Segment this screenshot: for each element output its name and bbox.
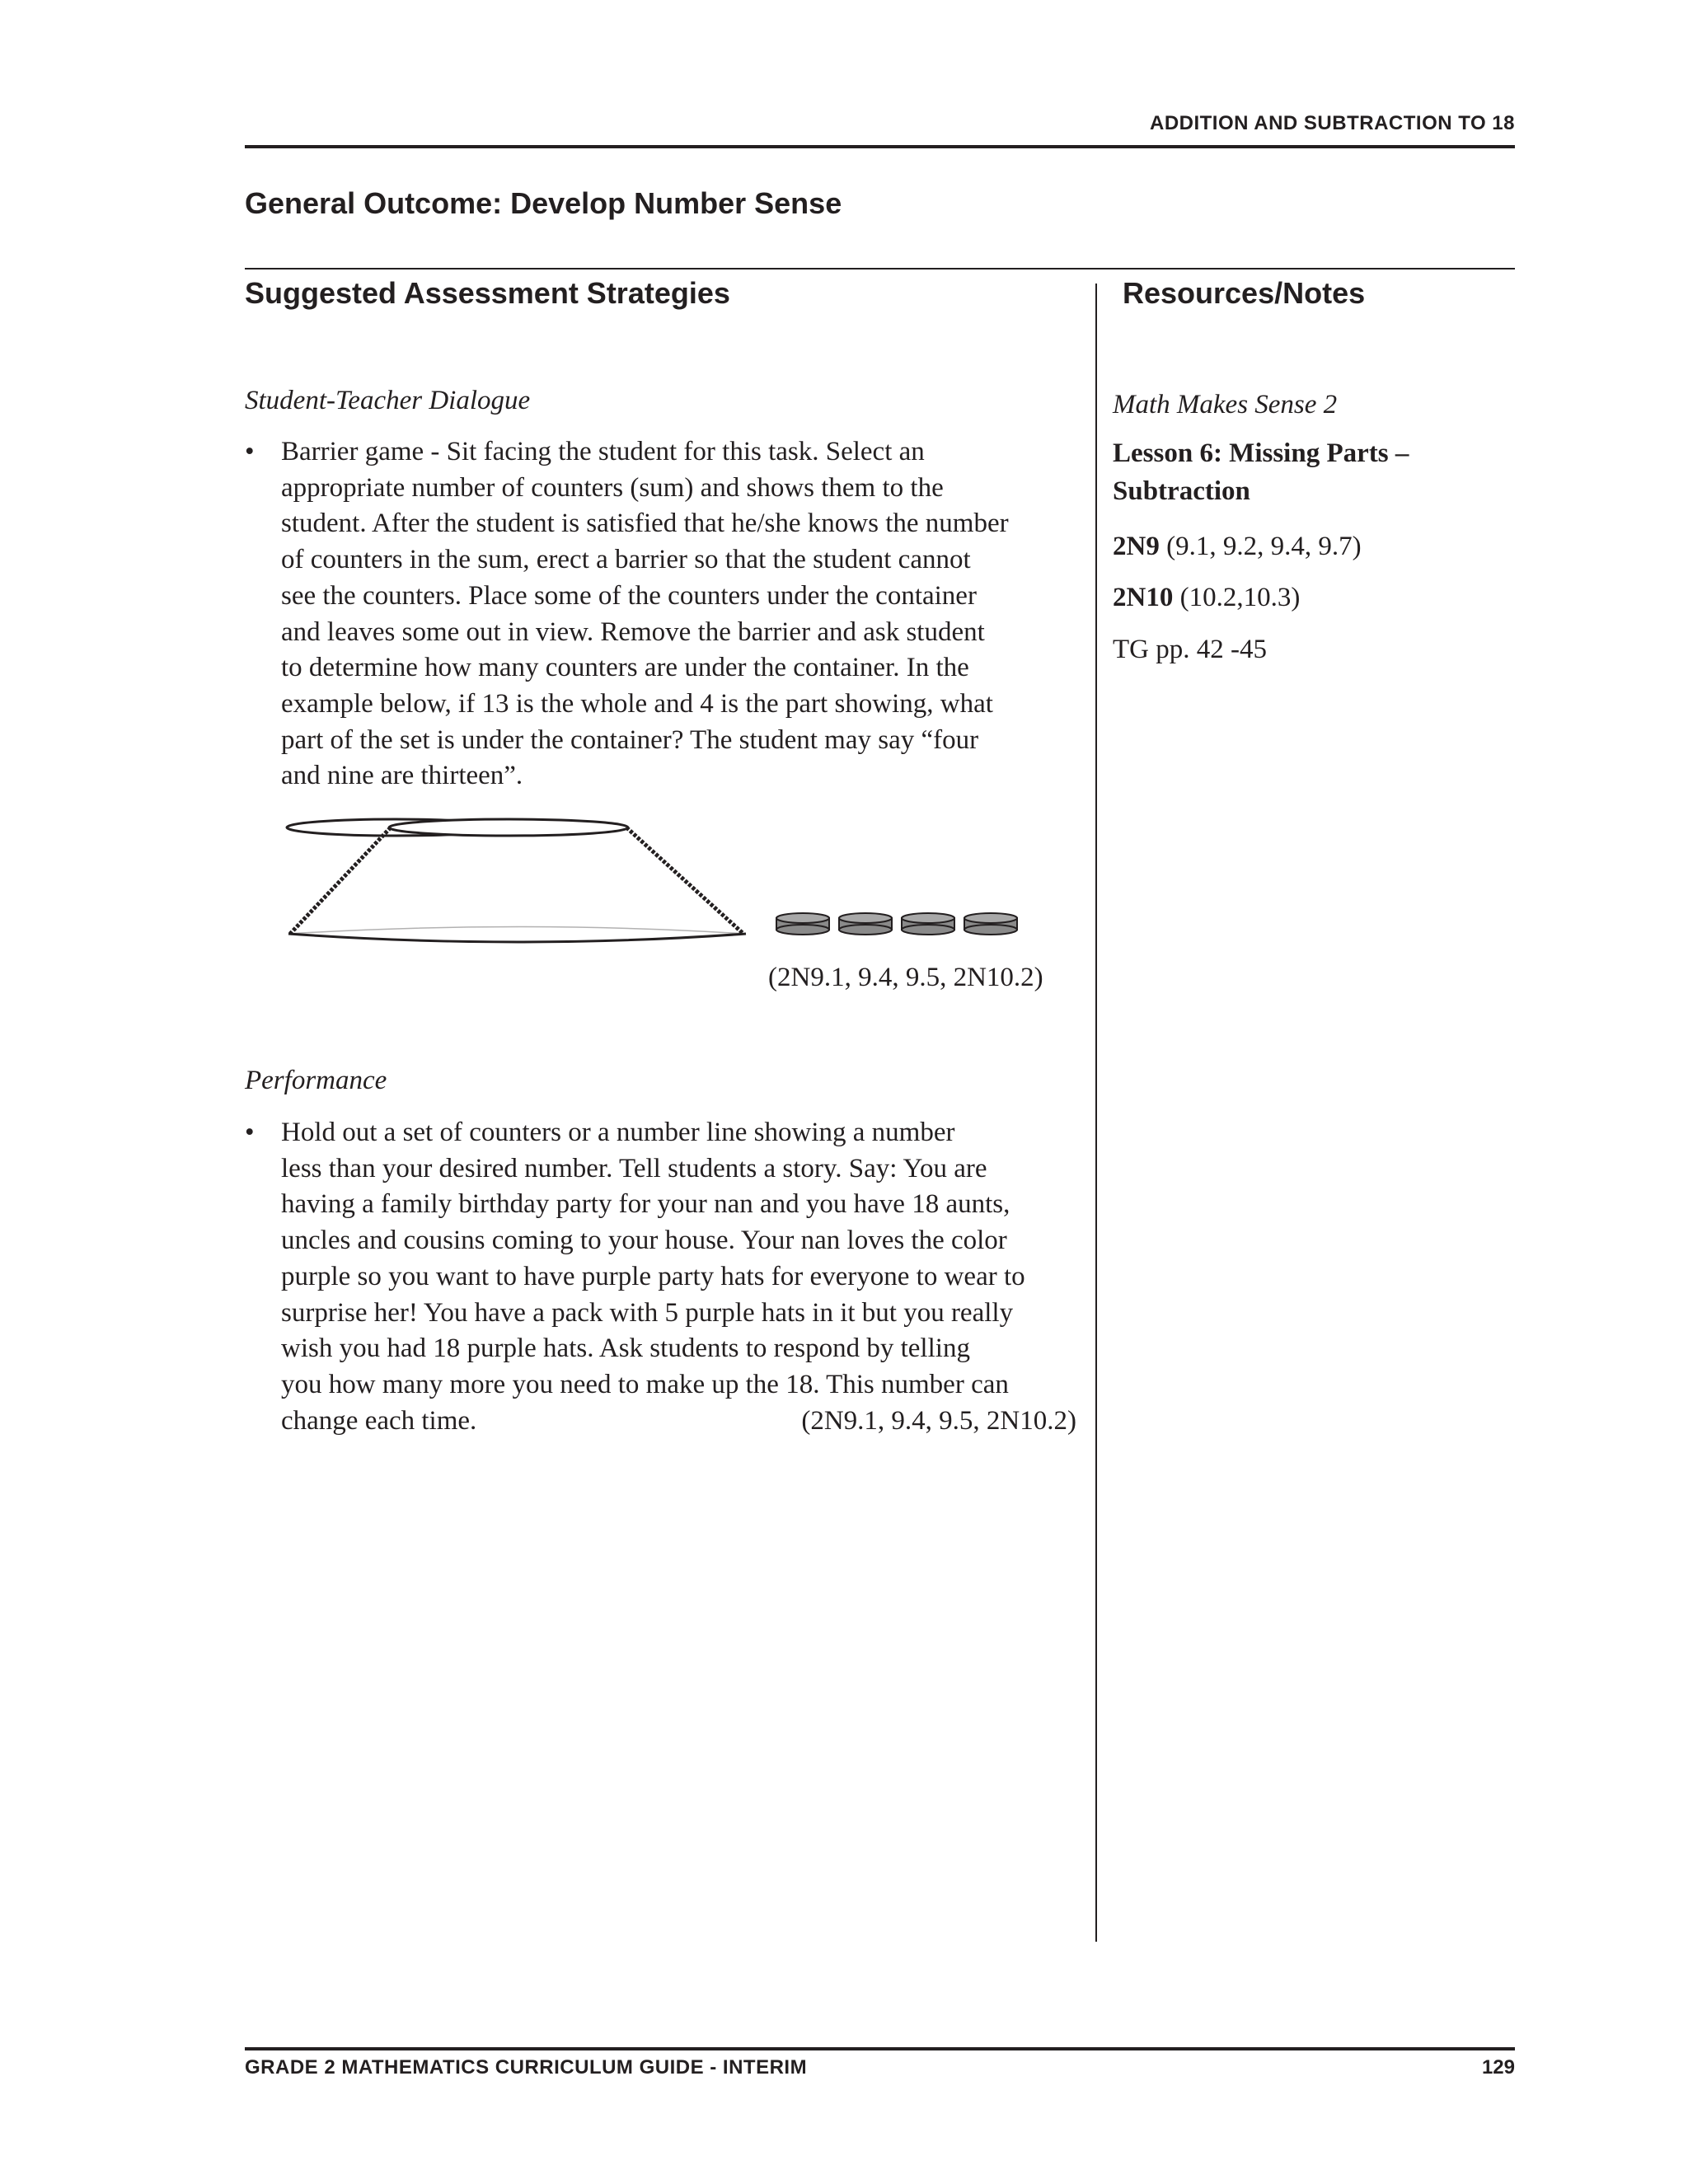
text-line: part of the set is under the container? The student may say “four — [281, 724, 979, 755]
counter-icon — [902, 913, 954, 935]
text-line: student. After the student is satisfied that he/she knows the number — [281, 509, 1009, 539]
outcome-code: 2N9 — [1113, 532, 1160, 561]
text-line: less than your desired number. Tell students a story. Say: You are — [281, 1153, 987, 1183]
resource-lesson-title: Lesson 6: Missing Parts – Subtraction — [1113, 438, 1409, 506]
text-line: appropriate number of counters (sum) and shows them to the — [281, 472, 944, 503]
outcome-reference: (2N9.1, 9.4, 9.5, 2N10.2) — [768, 963, 1043, 992]
bottom-rule — [245, 2047, 1515, 2050]
outcome-code: 2N10 — [1113, 583, 1174, 612]
text-line: see the counters. Place some of the counters under the container — [281, 580, 977, 611]
counter-icon — [839, 913, 892, 935]
counter-icon — [776, 913, 829, 935]
text-line: uncles and cousins coming to your house. Your nan loves the color — [281, 1226, 1007, 1256]
page-number: 129 — [1481, 2056, 1515, 2079]
text-line: and leaves some out in view. Remove the barrier and ask student — [281, 616, 985, 647]
resources-column-heading: Resources/Notes — [1123, 276, 1366, 310]
counters-group — [775, 910, 1022, 943]
resource-book-title: Math Makes Sense 2 — [1113, 390, 1338, 419]
text-line: surprise her! You have a pack with 5 purple hats in it but you really — [281, 1297, 1014, 1328]
outcome-reference: (2N9.1, 9.4, 9.5, 2N10.2) — [801, 1405, 1076, 1436]
text-line: example below, if 13 is the whole and 4 is the part showing, what — [281, 688, 993, 719]
assessment-column-heading: Suggested Assessment Strategies — [245, 276, 730, 310]
top-rule — [245, 145, 1515, 148]
performance-bullet-text — [281, 1115, 1076, 1439]
outcome-detail: (10.2,10.3) — [1173, 583, 1301, 612]
footer-title: GRADE 2 MATHEMATICS CURRICULUM GUIDE - INTERIM — [245, 2056, 808, 2079]
performance-subheading: Performance — [245, 1066, 387, 1095]
column-divider — [1095, 284, 1097, 1942]
text-line: having a family birthday party for your nan and you have 18 aunts, — [281, 1189, 1010, 1220]
bullet-marker: • — [245, 437, 255, 466]
text-line: Hold out a set of counters or a number line showing a number — [281, 1118, 955, 1147]
general-outcome-heading: General Outcome: Develop Number Sense — [245, 186, 842, 220]
counter-icon — [964, 913, 1017, 935]
text-line: purple so you want to have purple party hats for everyone to wear to — [281, 1261, 1025, 1291]
outcome-detail: (9.1, 9.2, 9.4, 9.7) — [1159, 532, 1362, 561]
text-line: you how many more you need to make up the 18. This number can — [281, 1369, 1009, 1399]
dialogue-bullet-text — [281, 434, 1009, 794]
text-line: and nine are thirteen”. — [281, 761, 523, 791]
resource-outcome-2n10 — [1113, 579, 1300, 616]
text-line: of counters in the sum, erect a barrier so that the student cannot — [281, 545, 971, 575]
resource-teacher-guide-pages: TG pp. 42 -45 — [1113, 635, 1267, 664]
bullet-marker: • — [245, 1118, 255, 1147]
text-line: to determine how many counters are under the container. In the — [281, 653, 969, 683]
text-line: Barrier game - Sit facing the student for this task. Select an — [281, 437, 925, 466]
dialogue-subheading: Student-Teacher Dialogue — [245, 386, 531, 415]
resource-outcome-2n9 — [1113, 527, 1362, 565]
text-line-end: change each time. — [281, 1405, 477, 1436]
text-line-with-reference — [281, 1404, 1076, 1440]
text-line: wish you had 18 purple hats. Ask students to respond by telling — [281, 1333, 970, 1364]
running-head: ADDITION AND SUBTRACTION TO 18 — [1149, 112, 1515, 134]
section-rule — [245, 268, 1515, 269]
